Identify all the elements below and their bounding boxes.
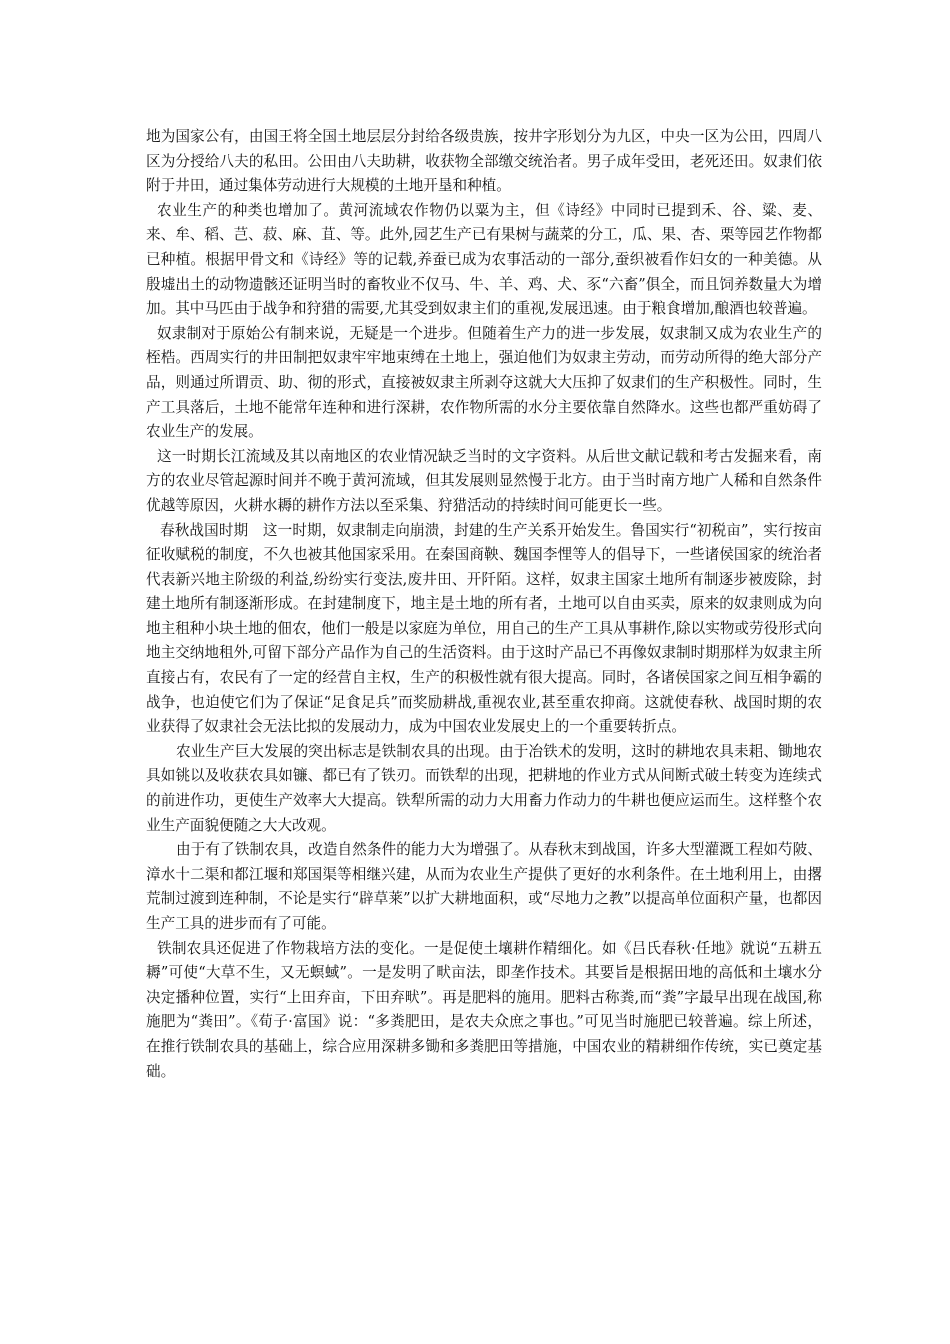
paragraph-irrigation-works: 由于有了铁制农具，改造自然条件的能力大为增强了。从春秋末到战国，许多大型灌溉工程如芍陂、漳水十二渠和都江堰和郑国渠等相继兴建，从而为农业生产提供了更好的水利条件。在土地利用上，由撂荒制过渡到连种制，不论是实行“辟草莱”以扩大耕地面积，或“尽地力之教”以提高单位面积产量，也都因生产工具的进步而有了可能。 — [146, 841, 822, 932]
paragraph-cultivation-methods: 铁制农具还促进了作物栽培方法的变化。一是促使土壤耕作精细化。如《吕氏春秋·任地》就说“五耕五耨”可使“大草不生，又无螟蜮”。一是发明了畎亩法，即垄作技术。其要旨是根据田地的高低和土壤水分决定播种位置，实行“上田弃亩，下田弃畎”。再是肥料的施用。肥料古称粪,而“粪”字最早出现在战国,称施肥为“粪田”。《荀子·富国》说：“多粪肥田，是农夫众庶之事也。”可见当时施肥已较普遍。综上所述，在推行铁制农具的基础上，综合应用深耕多锄和多粪肥田等措施，中国农业的精耕细作传统，实已奠定基础。 — [146, 939, 822, 1080]
paragraph-well-field-system: 地为国家公有，由国王将全国土地层层分封给各级贵族，按井字形划分为九区，中央一区为公田，四周八区为分授给八夫的私田。公田由八夫助耕，收获物全部缴交统治者。男子成年受田，老死还田。奴隶们依附于井田，通过集体劳动进行大规模的土地开垦和种植。 — [146, 128, 822, 195]
paragraph-spring-autumn-warring-states: 春秋战国时期 这一时期，奴隶制走向崩溃，封建的生产关系开始发生。鲁国实行“初税亩”，实行按亩征收赋税的制度，不久也被其他国家采用。在秦国商鞅、魏国李悝等人的倡导下，一些诸侯国家的统治者代表新兴地主阶级的利益,纷纷实行变法,废井田、开阡陌。这样，奴隶主国家土地所有制逐步被废除，封建土地所有制逐渐形成。在封建制度下，地主是土地的所有者，土地可以自由买卖，原来的奴隶则成为向地主租种小块土地的佃农，他们一般是以家庭为单位，用自己的生产工具从事耕作,除以实物或劳役形式向地主交纳地租外,可留下部分产品作为自己的生活资料。由于这时产品已不再像奴隶制时期那样为奴隶主所直接占有，农民有了一定的经营自主权，生产的积极性就有很大提高。同时，各诸侯国家之间互相争霸的战争，也迫使它们为了保证“足食足兵”而奖励耕战,重视农业,甚至重农抑商。这就使春秋、战国时期的农业获得了奴隶社会无法比拟的发展动力，成为中国农业发展史上的一个重要转折点。 — [146, 521, 822, 736]
paragraph-southern-agriculture: 这一时期长江流域及其以南地区的农业情况缺乏当时的文字资料。从后世文献记载和考古发掘来看，南方的农业尽管起源时间并不晚于黄河流域，但其发展则显然慢于北方。由于当时南方地广人稀和自然条件优越等原因，火耕水耨的耕作方法以至采集、狩猎活动的持续时间可能更长一些。 — [146, 447, 822, 514]
paragraph-crop-varieties: 农业生产的种类也增加了。黄河流域农作物仍以粟为主，但《诗经》中同时已提到禾、谷、粱、麦、来、牟、稻、芑、菽、麻、苴、等。此外,园艺生产已有果树与蔬菜的分工，瓜、果、杏、栗等园艺作物都已种植。根据甲骨文和《诗经》等的记载,养蚕已成为农事活动的一部分,蚕织被看作妇女的一种美德。从殷墟出土的动物遗骸还证明当时的畜牧业不仅马、牛、羊、鸡、犬、豕“六畜”俱全，而且饲养数量大为增加。其中马匹由于战争和狩猎的需要,尤其受到奴隶主们的重视,发展迅速。由于粮食增加,酿酒也较普遍。 — [146, 201, 822, 318]
paragraph-iron-tools: 农业生产巨大发展的突出标志是铁制农具的出现。由于冶铁术的发明，这时的耕地农具耒耜、锄地农具如铫以及收获农具如镰、都已有了铁刃。而铁犁的出现，把耕地的作业方式从间断式破土转变为连续式的前进作功，更使生产效率大大提高。铁犁所需的动力大用畜力作动力的牛耕也便应运而生。这样整个农业生产面貌便随之大大改观。 — [146, 742, 822, 834]
document-body — [146, 125, 822, 1084]
paragraph-slavery-constraint: 奴隶制对于原始公有制来说，无疑是一个进步。但随着生产力的进一步发展，奴隶制又成为农业生产的桎梏。西周实行的井田制把奴隶牢牢地束缚在土地上，强迫他们为奴隶主劳动，而劳动所得的绝大部分产品，则通过所谓贡、助、彻的形式，直接被奴隶主所剥夺这就大大压抑了奴隶们的生产积极性。同时，生产工具落后，土地不能常年连种和进行深耕，农作物所需的水分主要依靠自然降水。这些也都严重妨碍了农业生产的发展。 — [146, 324, 822, 441]
